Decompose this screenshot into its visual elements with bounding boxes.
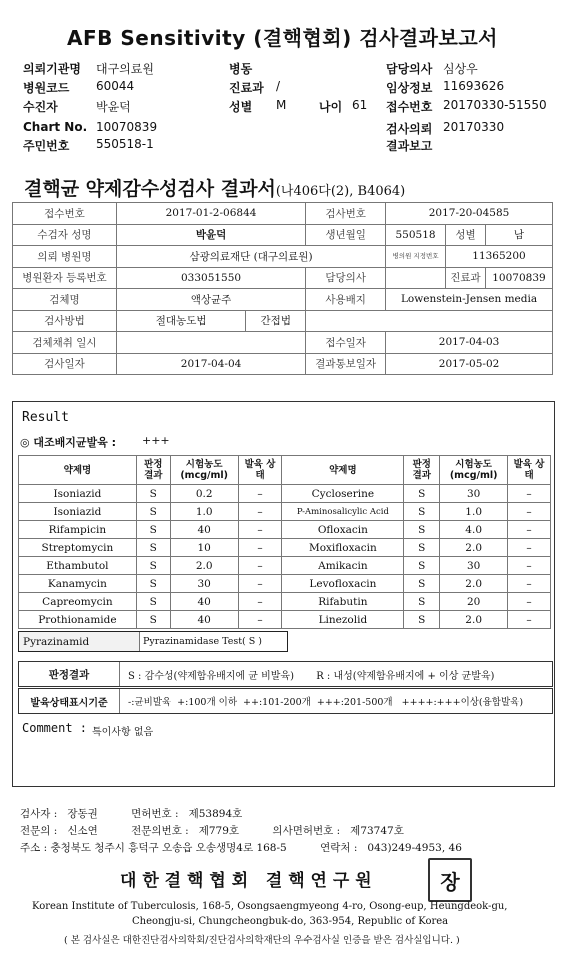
request-date-label: 검사의뢰 [386,122,433,136]
growth-label: ◎ 대조배지균발육 : [20,436,117,449]
info-label: 담당의사 [306,267,386,289]
result-cell: 0.2 [170,485,238,503]
department-label: 진료과 [229,81,264,95]
drug-name-cell: Isoniazid [19,485,137,503]
info-label: 검체명 [13,289,117,311]
table-row [19,593,551,611]
info-value: 11365200 [445,246,552,268]
resident-no-label: 주민번호 [23,139,70,153]
info-label: 병의원 지정번호 [386,246,446,268]
info-row [13,289,553,311]
result-cell: – [508,557,551,575]
table-row [19,539,551,557]
info-value: 10070839 [485,267,552,289]
drug-name-cell: P-Aminosalicylic Acid [282,503,404,521]
clinical-info-label: 임상정보 [386,81,433,95]
info-label: 진료과 [445,267,485,289]
drug-name-cell: Rifampicin [19,521,137,539]
info-value: 2017-04-03 [386,332,553,354]
legend-label: 판정결과 [19,662,120,686]
result-cell: S [136,575,170,593]
resident-no-value: 550518-1 [96,137,154,151]
table-row [19,557,551,575]
hospital-name-value: 대구의료원 [96,62,154,76]
table-row [19,575,551,593]
certification-note: ( 본 검사실은 대한진단검사의학회/진단검사의학재단의 우수검사실 인증을 받은 검사실입니다. ) [64,935,460,946]
info-label: 검사방법 [13,310,117,332]
result-cell: – [238,557,282,575]
info-row [13,267,553,289]
result-cell: S [404,539,440,557]
info-label: 검체채취 일시 [13,332,117,354]
col-header: 판정 결과 [136,456,170,485]
result-cell: – [238,485,282,503]
result-report-label: 결과보고 [386,139,433,153]
result-cell: – [508,593,551,611]
info-value: 간접법 [246,310,306,332]
info-value: 액상균주 [116,289,305,311]
info-label: 결과통보일자 [306,353,386,375]
legend-growth [18,688,553,714]
info-value: 절대농도법 [116,310,245,332]
receipt-no-label: 접수번호 [386,100,433,114]
col-header: 시험농도 (mcg/ml) [440,456,508,485]
result-cell: – [238,539,282,557]
drug-name-cell: Amikacin [282,557,404,575]
info-value: 033051550 [116,267,305,289]
col-header: 약제명 [19,456,137,485]
result-cell: – [508,503,551,521]
hospital-code-label: 병원코드 [23,81,70,95]
col-header: 발육 상태 [508,456,551,485]
result-cell: S [404,557,440,575]
result-cell: S [404,611,440,629]
info-row [13,203,553,225]
pza-value: Pyrazinamidase Test( S ) [143,636,262,647]
drug-name-cell: Levofloxacin [282,575,404,593]
pza-name: Pyrazinamid [19,632,140,651]
drug-name-cell: Rifabutin [282,593,404,611]
result-cell: – [508,539,551,557]
info-row [13,332,553,354]
result-cell: 2.0 [440,611,508,629]
info-label: 병원환자 등록번호 [13,267,117,289]
org-name: 대 한 결 핵 협 회 결 핵 연 구 원 [120,871,372,891]
result-cell: 30 [440,485,508,503]
result-cell: S [404,521,440,539]
chart-no-label: Chart No. [23,120,88,134]
info-row [13,246,553,268]
age-label: 나이 [319,100,343,114]
result-header-row [19,456,551,485]
growth-value: +++ [142,434,170,447]
info-label: 검사일자 [13,353,117,375]
table-row [19,485,551,503]
table-row [19,611,551,629]
result-cell: – [508,611,551,629]
result-cell: – [508,485,551,503]
legend-text: S : 감수성(약제함유배지에 균 비발육) R : 내성(약제함유배지에 + 이상 균발육) [128,670,495,682]
result-cell: 10 [170,539,238,557]
result-cell: S [136,485,170,503]
report-title: AFB Sensitivity (결핵협회) 검사결과보고서 [67,26,498,50]
result-cell: – [238,521,282,539]
official-seal [428,858,472,902]
result-table [18,455,551,629]
form-title [24,174,405,201]
info-value: 550518 [386,224,446,246]
result-cell: 40 [170,521,238,539]
result-cell: S [404,575,440,593]
result-cell: – [238,503,282,521]
col-header: 발육 상태 [238,456,282,485]
drug-name-cell: Isoniazid [19,503,137,521]
ward-label: 병동 [229,62,253,76]
result-cell: S [404,485,440,503]
sex-label: 성별 [229,100,253,114]
comment-label: Comment : [22,721,88,735]
col-header: 판정 결과 [404,456,440,485]
result-cell: S [136,539,170,557]
info-value: 남 [485,224,552,246]
info-value: 2017-04-04 [116,353,305,375]
form-title-code: (나406다(2), B4064) [275,184,406,199]
info-label: 의뢰 병원명 [13,246,117,268]
drug-name-cell: Ethambutol [19,557,137,575]
info-row [13,310,553,332]
result-cell: S [404,593,440,611]
seal-char: 장 [440,869,460,894]
form-title-text: 결핵균 약제감수성검사 결과서 [24,178,276,200]
address-en-line1: Korean Institute of Tuberculosis, 168-5, Osongsaengmyeong 4-ro, Osong-eup, Heungdeok-gu, [32,901,508,912]
result-cell: S [136,503,170,521]
pza-row [18,631,288,652]
result-cell: – [238,575,282,593]
info-value: 삼광의료재단 (대구의료원) [116,246,385,268]
result-cell: 30 [170,575,238,593]
table-row [19,503,551,521]
result-cell: – [508,575,551,593]
drug-name-cell: Prothionamide [19,611,137,629]
info-value: 2017-20-04585 [386,203,553,225]
result-cell: 2.0 [440,575,508,593]
result-heading: Result [22,410,69,425]
result-cell: S [136,611,170,629]
result-cell: 2.0 [170,557,238,575]
result-cell: 2.0 [440,539,508,557]
result-cell: S [136,593,170,611]
legend-label: 발육상태표시기준 [19,689,120,713]
result-cell: – [238,611,282,629]
doctor-label: 담당의사 [386,62,433,76]
col-header: 약제명 [282,456,404,485]
drug-name-cell: Cycloserine [282,485,404,503]
info-label: 접수일자 [306,332,386,354]
info-table [12,202,553,375]
footer-examiner: 검사자 : 장동권 면허번호 : 제53894호 [20,808,243,820]
info-label: 검사번호 [306,203,386,225]
drug-name-cell: Linezolid [282,611,404,629]
info-value: 2017-01-2-06844 [116,203,305,225]
result-cell: 20 [440,593,508,611]
drug-name-cell: Capreomycin [19,593,137,611]
drug-name-cell: Moxifloxacin [282,539,404,557]
info-value: 박윤덕 [116,224,305,246]
result-cell: 30 [440,557,508,575]
footer-address: 주소 : 충청북도 청주시 흥덕구 오송읍 오송생명4로 168-5 연락처 : 043)249-4953, 46 [20,842,462,854]
info-label: 수검자 성명 [13,224,117,246]
result-cell: S [404,503,440,521]
footer-specialist: 전문의 : 신소연 전문의번호 : 제779호 의사면허번호 : 제73747호 [20,825,404,837]
drug-name-cell: Streptomycin [19,539,137,557]
sex-value: M [276,98,287,112]
info-row [13,224,553,246]
info-value: 2017-05-02 [386,353,553,375]
hospital-code-value: 60044 [96,79,135,93]
col-header: 시험농도 (mcg/ml) [170,456,238,485]
result-cell: 1.0 [440,503,508,521]
legend-judgement [18,661,553,687]
result-cell: – [238,593,282,611]
result-cell: 40 [170,593,238,611]
request-date-value: 20170330 [443,120,505,134]
info-label: 생년월일 [306,224,386,246]
address-en-line2: Cheongju-si, Chungcheongbuk-do, 363-954, Republic of Korea [132,916,449,927]
department-value: / [276,79,281,93]
hospital-name-label: 의뢰기관명 [23,62,81,76]
result-cell: 1.0 [170,503,238,521]
clinical-info-value: 11693626 [443,79,505,93]
info-row [13,353,553,375]
info-value [116,332,305,354]
result-cell: S [136,521,170,539]
legend-text: -:균비발육 +:100개 이하 ++:101-200개 +++:201-500개 ++++:+++이상(융합발육) [128,697,524,708]
result-cell: 40 [170,611,238,629]
result-cell: – [508,521,551,539]
comment-value: 특이사항 없음 [92,727,154,738]
info-label: 사용배지 [306,289,386,311]
table-row [19,521,551,539]
info-label: 접수번호 [13,203,117,225]
drug-name-cell: Ofloxacin [282,521,404,539]
patient-label: 수진자 [23,100,58,114]
doctor-value: 심상우 [443,62,478,76]
info-value [386,267,446,289]
info-label: 성별 [445,224,485,246]
receipt-no-value: 20170330-51550 [443,98,547,112]
result-cell: S [136,557,170,575]
chart-no-value: 10070839 [96,120,158,134]
info-value: Lowenstein-Jensen media [386,289,553,311]
patient-value: 박윤덕 [96,100,131,114]
result-cell: 4.0 [440,521,508,539]
age-value: 61 [352,98,368,112]
drug-name-cell: Kanamycin [19,575,137,593]
